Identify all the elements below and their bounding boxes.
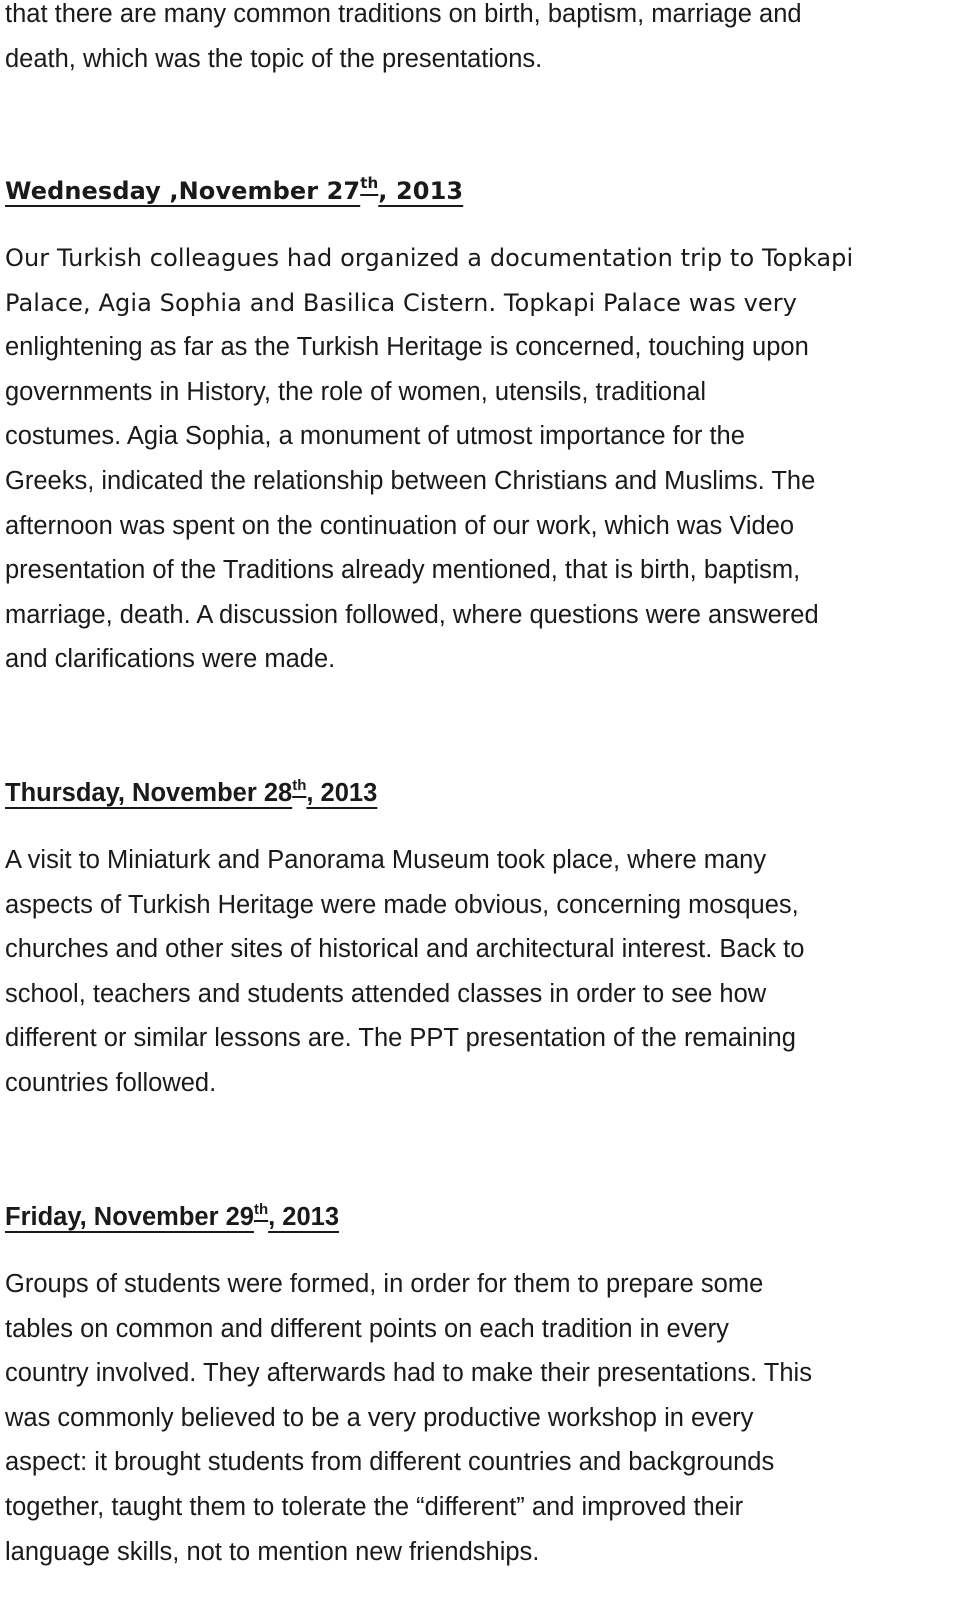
text-line: Palace, Agia Sophia and Basilica Cistern. Topkapi Palace was very (5, 288, 798, 317)
text-line: enlightening as far as the Turkish Heritage is concerned, touching upon (5, 333, 809, 362)
heading-ordinal-suffix: th (253, 1201, 269, 1218)
text-line: churches and other sites of historical and architectural interest. Back to (5, 935, 805, 964)
section-paragraph-thursday (5, 838, 804, 1106)
heading-ordinal-suffix: th (360, 174, 379, 192)
text-line: was commonly believed to be a very productive workshop in every (5, 1403, 754, 1432)
heading-year: , 2013 (378, 177, 464, 205)
text-line: marriage, death. A discussion followed, where questions were answered (5, 600, 819, 629)
text-line: school, teachers and students attended classes in order to see how (5, 979, 767, 1008)
text-line: Greeks, indicated the relationship between Christians and Muslims. The (5, 466, 816, 495)
section-heading-friday (5, 1195, 339, 1240)
text-line: presentation of the Traditions already mentioned, that is birth, baptism, (5, 556, 801, 585)
text-line: country involved. They afterwards had to make their presentations. This (5, 1359, 812, 1388)
text-line: A visit to Miniaturk and Panorama Museum took place, where many (5, 846, 767, 874)
heading-date: Wednesday ,November 27 (5, 177, 361, 205)
section-paragraph-friday (5, 1262, 812, 1574)
heading-ordinal-suffix: th (292, 777, 307, 794)
text-line: language skills, not to mention new friendships. (5, 1537, 540, 1566)
intro-paragraph (5, 0, 802, 81)
heading-date: Friday, November 29 (5, 1203, 254, 1231)
text-line: different or similar lessons are. The PPT presentation of the remaining (5, 1024, 796, 1053)
heading-date: Thursday, November 28 (5, 779, 293, 807)
text-line: that there are many common traditions on birth, baptism, marriage and (5, 0, 802, 28)
section-heading-thursday (5, 771, 377, 816)
section-heading-wednesday (5, 169, 463, 214)
text-line: aspects of Turkish Heritage were made obvious, concerning mosques, (5, 890, 799, 919)
text-line: Groups of students were formed, in order for them to prepare some (5, 1270, 764, 1298)
text-line: and clarifications were made. (5, 645, 336, 674)
section-paragraph-wednesday (5, 236, 853, 682)
text-line: aspect: it brought students from different countries and backgrounds (5, 1448, 775, 1477)
text-line: Our Turkish colleagues had organized a documentation trip to Topkapi (5, 244, 854, 272)
heading-year: , 2013 (268, 1203, 340, 1231)
heading-year: , 2013 (306, 779, 378, 807)
text-line: tables on common and different points on each tradition in every (5, 1314, 729, 1343)
text-line: together, taught them to tolerate the “different” and improved their (5, 1492, 744, 1521)
text-line: costumes. Agia Sophia, a monument of utmost importance for the (5, 422, 745, 451)
text-line: governments in History, the role of women, utensils, traditional (5, 377, 707, 406)
text-line: countries followed. (5, 1068, 217, 1097)
text-line: death, which was the topic of the presentations. (5, 44, 543, 73)
text-line: afternoon was spent on the continuation of our work, which was Video (5, 511, 795, 540)
